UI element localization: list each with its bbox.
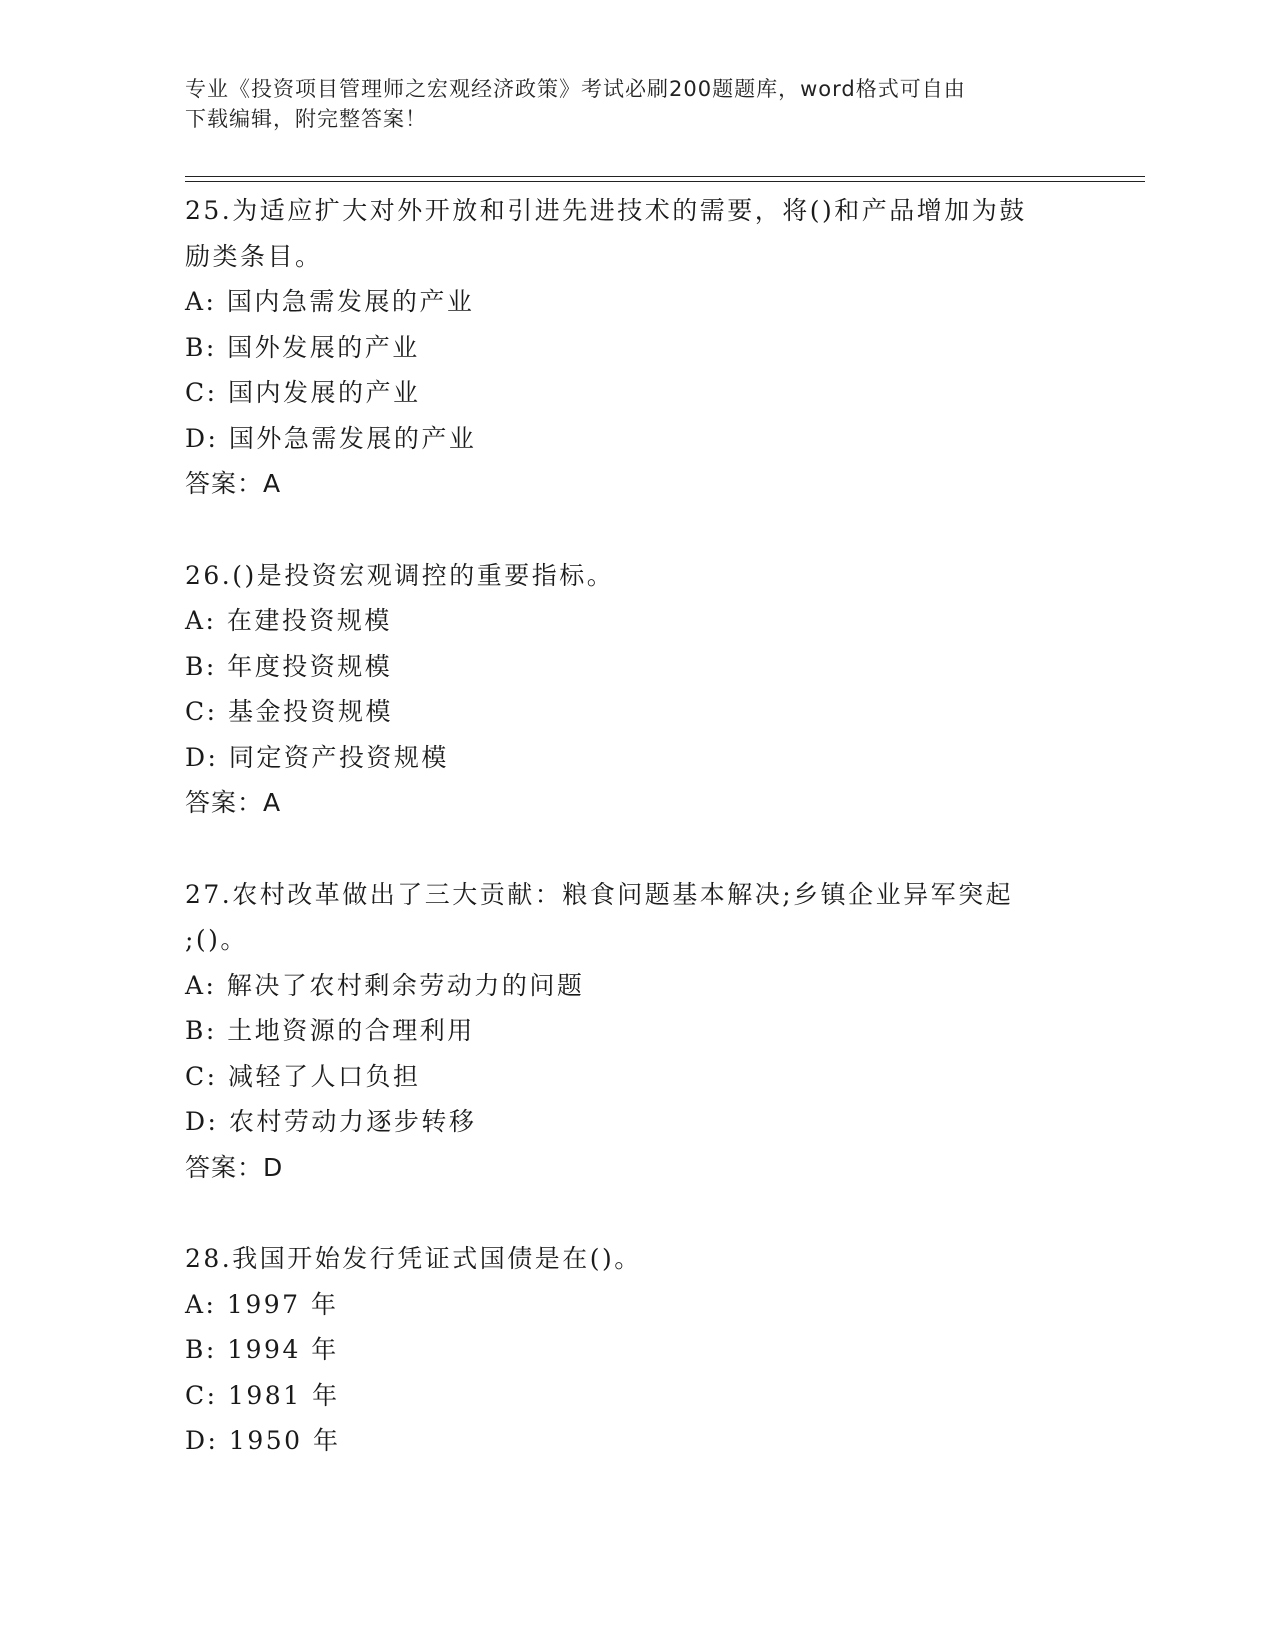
question-stem-continued: ;()。 xyxy=(185,925,248,954)
option-c: C: 1981 年 xyxy=(185,1380,340,1410)
option-c: C: 减轻了人口负担 xyxy=(185,1061,421,1091)
answer: 答案：D xyxy=(185,1152,284,1182)
question-25 xyxy=(185,188,1085,507)
option-c: C: 基金投资规模 xyxy=(185,697,393,726)
option-c: C: 国内发展的产业 xyxy=(185,378,421,407)
question-26 xyxy=(185,553,1085,826)
option-b: B: 国外发展的产业 xyxy=(185,332,420,362)
header-rule-top xyxy=(185,176,1145,177)
option-b: B: 1994 年 xyxy=(185,1335,339,1364)
question-stem: 25.为适应扩大对外开放和引进先进技术的需要，将()和产品增加为鼓 xyxy=(185,196,1027,225)
question-list xyxy=(185,188,1085,1464)
question-27 xyxy=(185,872,1085,1191)
question-28 xyxy=(185,1236,1085,1464)
option-d: D: 农村劳动力逐步转移 xyxy=(185,1107,477,1136)
option-b: B: 年度投资规模 xyxy=(185,651,393,681)
option-a: A: 在建投资规模 xyxy=(185,606,392,635)
option-a: A: 国内急需发展的产业 xyxy=(185,287,475,316)
option-d: D: 1950 年 xyxy=(185,1426,341,1455)
header-line-2: 下载编辑，附完整答案！ xyxy=(185,107,427,131)
option-a: A: 解决了农村剩余劳动力的问题 xyxy=(185,970,585,1000)
header-rule-bottom xyxy=(185,181,1145,182)
document-header xyxy=(185,74,1085,134)
question-stem: 26.()是投资宏观调控的重要指标。 xyxy=(185,560,615,590)
answer: 答案：A xyxy=(185,788,282,817)
option-b: B: 土地资源的合理利用 xyxy=(185,1016,475,1045)
option-a: A: 1997 年 xyxy=(185,1289,339,1319)
header-line-1: 专业《投资项目管理师之宏观经济政策》考试必刷200题题库，word格式可自由 xyxy=(185,77,966,101)
question-stem: 27.农村改革做出了三大贡献：粮食问题基本解决;乡镇企业异军突起 xyxy=(185,879,1014,909)
answer: 答案：A xyxy=(185,469,282,498)
question-stem: 28.我国开始发行凭证式国债是在()。 xyxy=(185,1244,642,1273)
option-d: D: 国外急需发展的产业 xyxy=(185,423,477,453)
question-stem-continued: 励类条目。 xyxy=(185,241,323,271)
option-d: D: 同定资产投资规模 xyxy=(185,742,449,772)
